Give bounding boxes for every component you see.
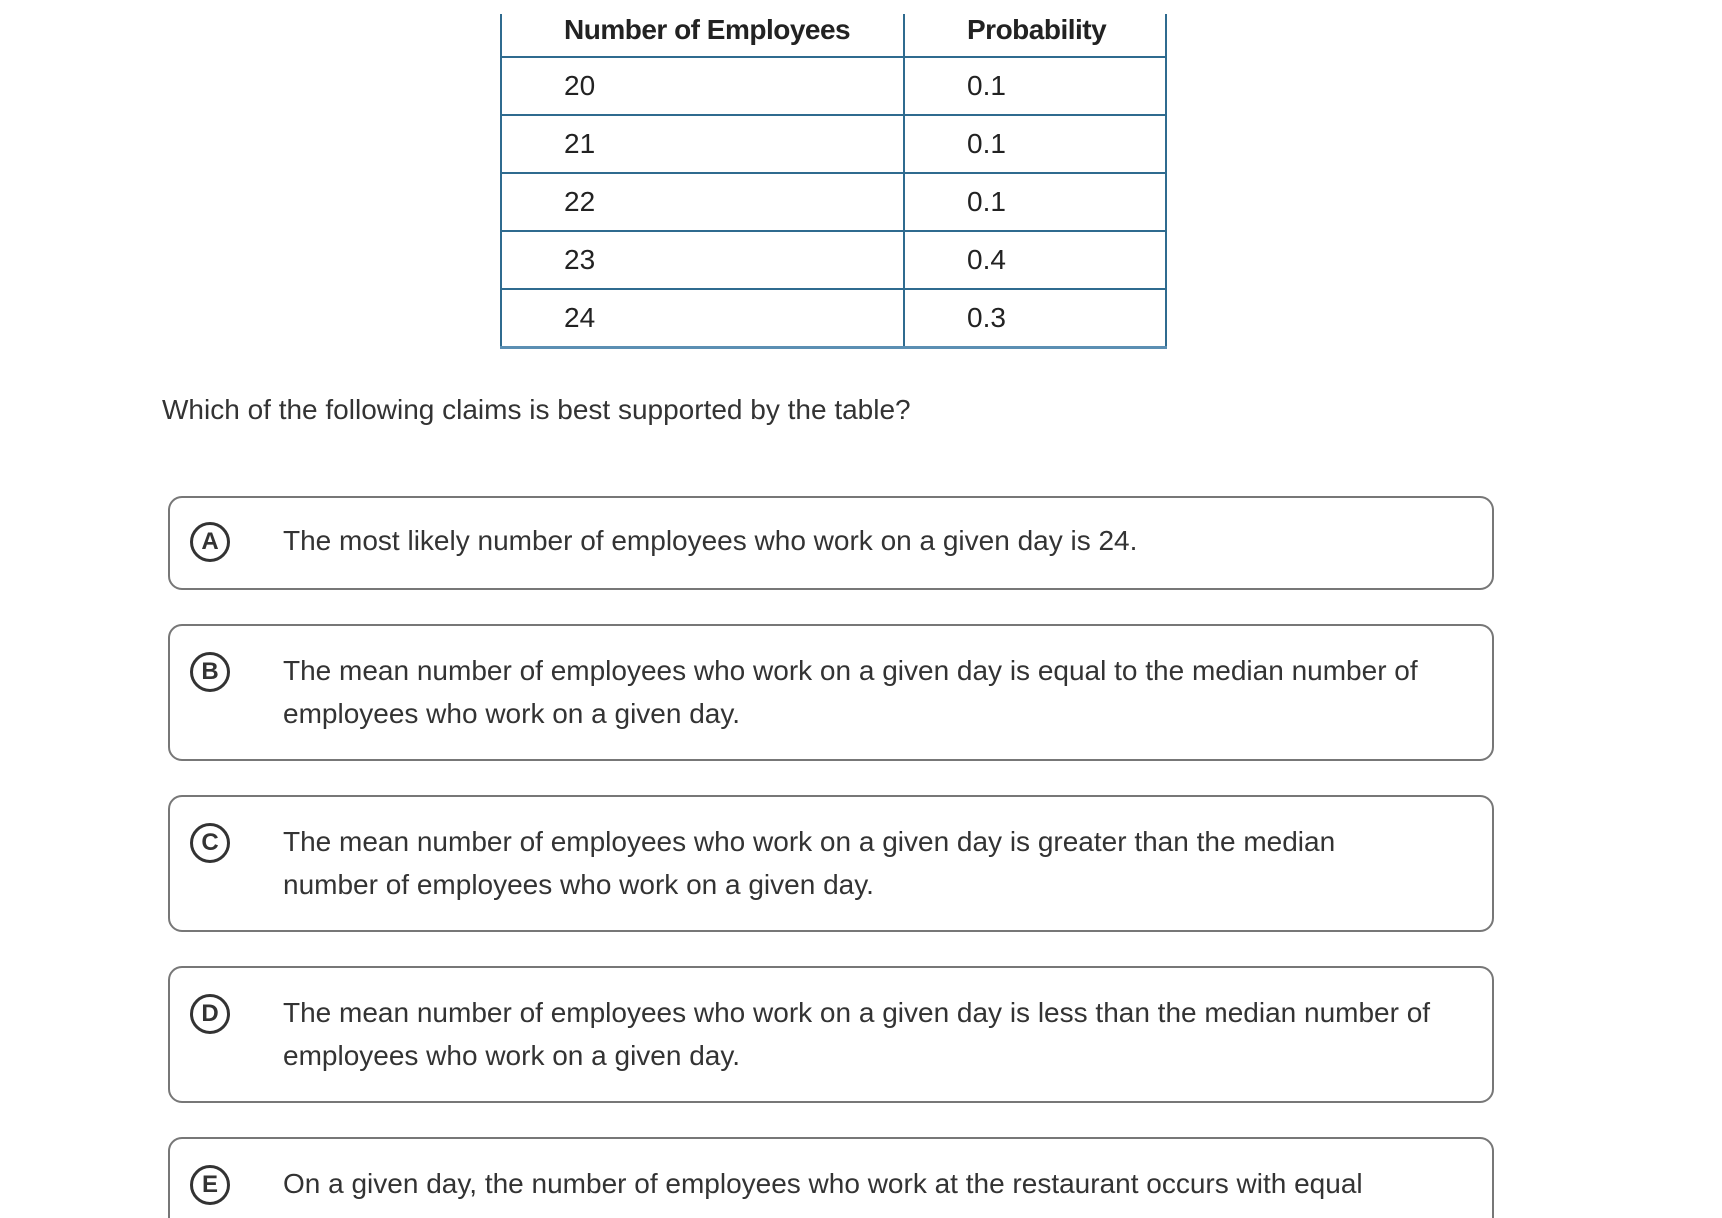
answer-choice-b[interactable] <box>168 624 1494 761</box>
choice-letter-badge: C <box>190 823 230 863</box>
employees-cell: 20 <box>501 57 904 115</box>
table-header-row <box>501 14 1166 57</box>
employees-cell: 23 <box>501 231 904 289</box>
table-row <box>501 115 1166 173</box>
column-header-probability: Probability <box>904 14 1166 57</box>
question-text: Which of the following claims is best supported by the table? <box>162 394 911 425</box>
table-row <box>501 231 1166 289</box>
choice-letter-badge: D <box>190 994 230 1034</box>
choice-letter-badge: A <box>190 522 230 562</box>
column-header-employees: Number of Employees <box>501 14 904 57</box>
employees-cell: 22 <box>501 173 904 231</box>
choice-text: The most likely number of employees who work on a given day is 24. <box>283 525 1138 556</box>
choice-text: The mean number of employees who work on a given day is greater than the median number of employees who work on a given day. <box>283 826 1336 900</box>
probability-cell: 0.3 <box>904 289 1166 348</box>
answer-choice-a[interactable] <box>168 496 1494 590</box>
choice-text: The mean number of employees who work on a given day is equal to the median number of employees who work on a given day. <box>283 655 1418 729</box>
table-row <box>501 289 1166 348</box>
table-row <box>501 173 1166 231</box>
probability-cell: 0.1 <box>904 57 1166 115</box>
probability-cell: 0.1 <box>904 115 1166 173</box>
choice-letter-badge: B <box>190 652 230 692</box>
choice-letter-badge: E <box>190 1165 230 1205</box>
answer-choice-d[interactable] <box>168 966 1494 1103</box>
employees-cell: 21 <box>501 115 904 173</box>
table-row <box>501 57 1166 115</box>
probability-table <box>500 14 1167 349</box>
employees-cell: 24 <box>501 289 904 348</box>
probability-cell: 0.4 <box>904 231 1166 289</box>
choice-text: The mean number of employees who work on a given day is less than the median number of employees who work on a given day. <box>283 997 1431 1071</box>
answer-choice-c[interactable] <box>168 795 1494 932</box>
probability-cell: 0.1 <box>904 173 1166 231</box>
choice-text: On a given day, the number of employees who work at the restaurant occurs with equal <box>283 1168 1363 1199</box>
answer-choice-e[interactable] <box>168 1137 1494 1218</box>
